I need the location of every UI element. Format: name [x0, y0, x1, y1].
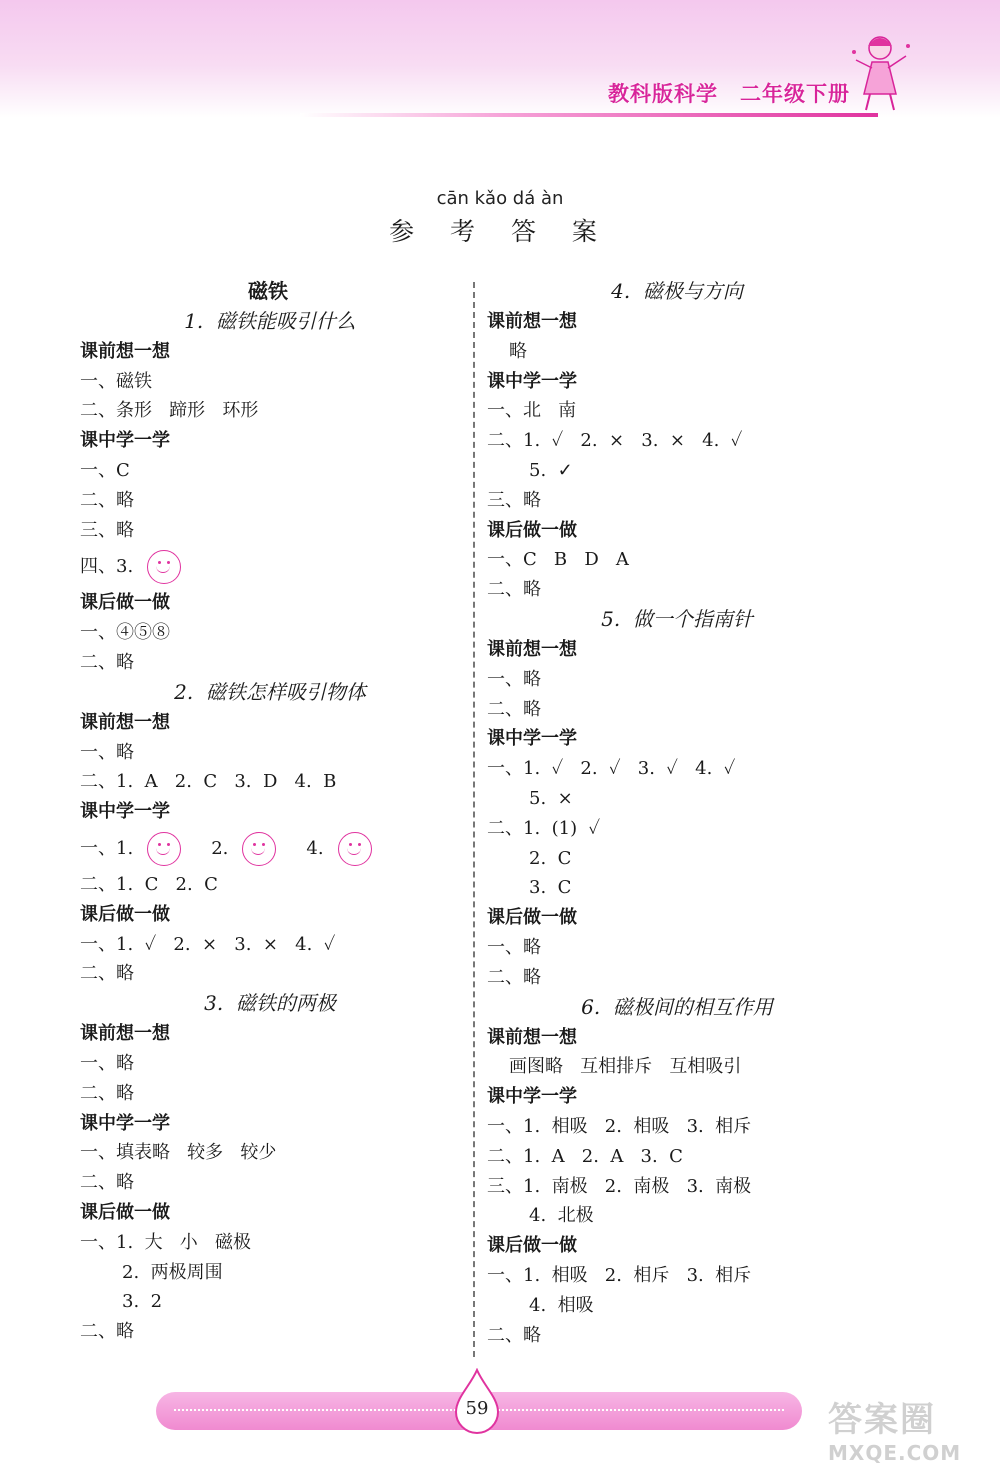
answer-line: 一、C	[80, 459, 130, 481]
answer-line: 2. 两极周围	[122, 1261, 223, 1283]
header-rule	[300, 113, 878, 117]
answer-line: 一、北 南	[487, 400, 577, 422]
answer-line: 二、略	[80, 1321, 134, 1343]
page-number: 59	[465, 1398, 489, 1419]
answer-line: 一、C B D A	[487, 549, 629, 571]
subject-label: 教科版科学	[608, 82, 718, 106]
section-heading: 课前想一想	[487, 311, 577, 332]
answer-line: 一、磁铁	[80, 370, 152, 392]
watermark	[828, 1392, 988, 1472]
section-heading: 课中学一学	[80, 801, 170, 823]
section-heading: 课中学一学	[80, 430, 170, 452]
answer-line: 一、略	[487, 668, 541, 690]
answer-line: 二、1. A 2. A 3. C	[487, 1145, 683, 1167]
lesson-title: 3. 磁铁的两极	[204, 991, 336, 1016]
answer-line: 画图略 互相排斥 互相吸引	[509, 1056, 742, 1078]
answer-line: 二、略	[487, 698, 541, 720]
grade-label: 二年级下册	[740, 82, 850, 106]
answer-line: 二、略	[80, 651, 134, 673]
answer-label: 4.	[306, 837, 324, 859]
answer-line: 二、略	[487, 966, 541, 988]
answer-line: 二、1. C 2. C	[80, 873, 218, 895]
answer-line: 一、略	[487, 936, 541, 958]
answer-line: 3. C	[529, 877, 572, 899]
lesson-title: 6. 磁极间的相互作用	[581, 994, 773, 1019]
section-heading: 课后做一做	[487, 907, 577, 929]
answer-line: 一、1. 相吸 2. 相斥 3. 相斥	[487, 1264, 752, 1286]
answer-line: 2. C	[529, 847, 572, 869]
answer-line: 三、略	[80, 519, 134, 541]
answer-line: 三、略	[487, 489, 541, 511]
section-heading: 课后做一做	[80, 903, 170, 925]
column-divider	[473, 282, 475, 1357]
section-heading: 课中学一学	[80, 1112, 170, 1134]
smiley-face-icon	[242, 832, 276, 866]
answer-line: 二、略	[80, 489, 134, 511]
answer-line: 一、略	[80, 741, 134, 763]
answer-label: 一、1.	[80, 837, 134, 859]
answer-line: 4. 北极	[529, 1205, 594, 1227]
section-heading: 课中学一学	[487, 370, 577, 392]
answer-line: 二、略	[487, 1324, 541, 1346]
answer-line: 二、1. ✓ 2. × 3. × 4. ✓	[487, 430, 743, 452]
section-heading: 课前想一想	[80, 340, 170, 362]
answer-line: 二、1. (1) ✓	[487, 817, 601, 839]
section-heading: 课后做一做	[80, 1201, 170, 1223]
watermark-bottom: MXQE.COM	[828, 1441, 962, 1465]
lesson-title: 1. 磁铁能吸引什么	[184, 308, 356, 333]
unit-title: 磁铁	[248, 279, 288, 303]
answer-line: 二、略	[80, 963, 134, 985]
section-heading: 课后做一做	[487, 519, 577, 541]
section-heading: 课前想一想	[80, 1023, 170, 1045]
lesson-title: 5. 做一个指南针	[601, 606, 753, 631]
lesson-title: 4. 磁极与方向	[611, 279, 743, 303]
answer-line: 一、④⑤⑧	[80, 622, 170, 644]
answer-line: 4. 相吸	[529, 1294, 594, 1316]
section-heading: 课前想一想	[487, 638, 577, 660]
lesson-title: 2. 磁铁怎样吸引物体	[174, 679, 366, 704]
answer-line: 一、1. ✓ 2. ✓ 3. ✓ 4. ✓	[487, 758, 736, 780]
smiley-face-icon	[147, 832, 181, 866]
answer-line: 3. 2	[122, 1291, 163, 1313]
smiley-answer-line	[80, 827, 460, 870]
section-heading: 课前想一想	[80, 711, 170, 733]
answer-line: 二、1. A 2. C 3. D 4. B	[80, 771, 337, 793]
answer-line: 略	[509, 340, 527, 362]
page-title: 参 考 答 案	[389, 217, 611, 246]
answer-line: 5. ✓	[529, 459, 573, 481]
answer-line: 一、略	[80, 1052, 134, 1074]
right-answer-column	[487, 277, 867, 1350]
answer-line: 一、1. 相吸 2. 相吸 3. 相斥	[487, 1115, 752, 1137]
answer-line: 二、条形 蹄形 环形	[80, 400, 259, 422]
book-title	[608, 78, 850, 108]
answer-line: 一、填表略 较多 较少	[80, 1142, 277, 1164]
answer-line: 三、1. 南极 2. 南极 3. 南极	[487, 1175, 752, 1197]
smiley-answer-line	[80, 545, 460, 588]
answer-line: 二、略	[80, 1172, 134, 1194]
watermark-top: 答案圈	[828, 1400, 936, 1440]
answer-line: 一、1. 大 小 磁极	[80, 1231, 251, 1253]
section-heading: 课前想一想	[487, 1026, 577, 1048]
answer-line: 一、1. ✓ 2. × 3. × 4. ✓	[80, 933, 336, 955]
smiley-face-icon	[338, 832, 372, 866]
section-heading: 课后做一做	[80, 592, 170, 614]
section-heading: 课后做一做	[487, 1235, 577, 1257]
answer-line: 5. ×	[529, 787, 573, 809]
fairy-girl-icon	[848, 32, 912, 114]
left-answer-column	[80, 277, 460, 1347]
answer-label: 2.	[211, 837, 229, 859]
section-heading: 课中学一学	[487, 1086, 577, 1108]
answer-label: 四、3.	[80, 556, 134, 578]
section-heading: 课中学一学	[487, 728, 577, 750]
answer-line: 二、略	[80, 1082, 134, 1104]
title-pinyin: cān kǎo dá àn	[436, 188, 564, 209]
answer-line: 二、略	[487, 579, 541, 601]
smiley-face-icon	[147, 550, 181, 584]
